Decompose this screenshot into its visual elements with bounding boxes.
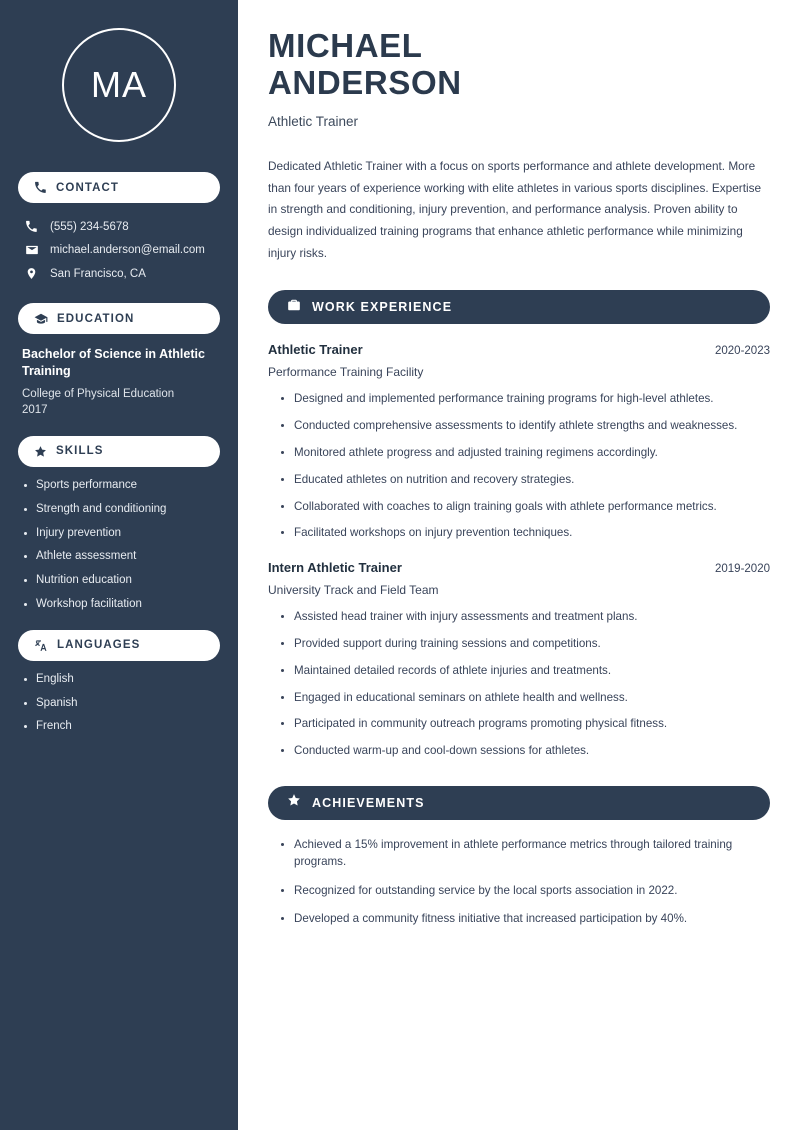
list-item: Assisted head trainer with injury assessments and treatment plans.	[280, 609, 770, 626]
list-item: Spanish	[22, 697, 216, 711]
page-title	[268, 28, 770, 102]
job-organization: Performance Training Facility	[268, 365, 424, 380]
list-item: Facilitated workshops on injury prevention techniques.	[280, 525, 770, 542]
skills-list	[18, 479, 220, 612]
list-item: Educated athletes on nutrition and recovery strategies.	[280, 472, 770, 489]
list-item: Recognized for outstanding service by the local sports association in 2022.	[280, 883, 770, 900]
map-pin-icon	[24, 267, 39, 280]
job-entry	[268, 560, 770, 760]
briefcase-icon	[287, 298, 301, 317]
first-name: MICHAEL	[268, 27, 423, 64]
list-item: Provided support during training sessions and competitions.	[280, 636, 770, 653]
contact-email[interactable]	[18, 238, 220, 262]
contact-location-value: San Francisco, CA	[50, 267, 146, 280]
contact-email-value: michael.anderson@email.com	[50, 244, 205, 256]
languages-list	[18, 673, 220, 734]
star-icon	[34, 445, 47, 458]
job-header	[268, 560, 770, 575]
job-entry	[268, 342, 770, 542]
list-item: French	[22, 720, 216, 734]
graduation-cap-icon	[34, 312, 48, 326]
monogram-initials: MA	[62, 28, 176, 142]
achievements-list	[268, 837, 770, 928]
star-icon	[287, 793, 301, 812]
section-title-work-experience: WORK EXPERIENCE	[312, 300, 453, 315]
job-title: Intern Athletic Trainer	[268, 560, 402, 576]
contact-phone[interactable]	[18, 215, 220, 238]
list-item: Sports performance	[22, 479, 216, 493]
job-organization: University Track and Field Team	[268, 583, 439, 598]
job-dates: 2020-2023	[715, 345, 770, 358]
list-item: Designed and implemented performance training programs for high-level athletes.	[280, 391, 770, 408]
list-item: Monitored athlete progress and adjusted training regimens accordingly.	[280, 445, 770, 462]
sidebar-section-skills	[18, 436, 220, 467]
avatar	[18, 28, 220, 142]
list-item: Collaborated with coaches to align training goals with athlete performance metrics.	[280, 499, 770, 516]
sidebar-section-education-label: EDUCATION	[57, 312, 135, 325]
list-item: Conducted warm-up and cool-down sessions for athletes.	[280, 743, 770, 760]
section-header-achievements	[268, 786, 770, 820]
education-school: College of Physical Education	[22, 387, 175, 400]
sidebar-section-education	[18, 303, 220, 334]
job-dates: 2019-2020	[715, 563, 770, 576]
section-header-work-experience	[268, 290, 770, 324]
list-item: Maintained detailed records of athlete injuries and treatments.	[280, 663, 770, 680]
job-bullet-list	[268, 391, 770, 542]
translate-icon	[34, 638, 48, 652]
envelope-icon	[24, 243, 39, 257]
list-item: English	[22, 673, 216, 687]
last-name: ANDERSON	[268, 63, 462, 101]
sidebar-section-languages	[18, 630, 220, 661]
sidebar	[0, 0, 238, 1130]
main-content	[238, 0, 800, 1130]
list-item: Strength and conditioning	[22, 503, 216, 517]
education-year: 2017	[22, 403, 48, 416]
list-item: Participated in community outreach programs promoting physical fitness.	[280, 716, 770, 733]
job-header	[268, 342, 770, 357]
sidebar-section-skills-label: SKILLS	[56, 445, 104, 458]
list-item: Injury prevention	[22, 527, 216, 541]
sidebar-section-contact-label: CONTACT	[56, 181, 120, 194]
list-item: Athlete assessment	[22, 550, 216, 564]
list-item: Conducted comprehensive assessments to identify athlete strengths and weaknesses.	[280, 418, 770, 435]
contact-phone-value: (555) 234-5678	[50, 220, 129, 233]
phone-icon	[34, 181, 47, 194]
education-degree: Bachelor of Science in Athletic Training	[22, 347, 205, 378]
job-role-subtitle: Athletic Trainer	[268, 113, 359, 129]
sidebar-section-languages-label: LANGUAGES	[57, 639, 141, 652]
professional-summary: Dedicated Athletic Trainer with a focus on sports performance and athlete development. More than four years of experience working with elite athletes in various sports disciplines. Expertise in strength and conditioning, injury prevention, and performance analysis. Proven ability to design individualized training programs that enhance athletic performance while minimizing injury risks.	[268, 158, 762, 260]
list-item: Developed a community fitness initiative that increased participation by 40%.	[280, 911, 770, 928]
section-title-achievements: ACHIEVEMENTS	[312, 795, 425, 810]
list-item: Engaged in educational seminars on athlete health and wellness.	[280, 690, 770, 707]
contact-location[interactable]	[18, 262, 220, 285]
contact-list	[18, 215, 220, 285]
job-title: Athletic Trainer	[268, 342, 363, 358]
list-item: Workshop facilitation	[22, 598, 216, 612]
job-bullet-list	[268, 609, 770, 760]
phone-icon	[24, 220, 39, 233]
education-entry	[18, 346, 220, 418]
list-item: Achieved a 15% improvement in athlete performance metrics through tailored training programs.	[280, 837, 770, 871]
sidebar-section-contact	[18, 172, 220, 203]
list-item: Nutrition education	[22, 574, 216, 588]
